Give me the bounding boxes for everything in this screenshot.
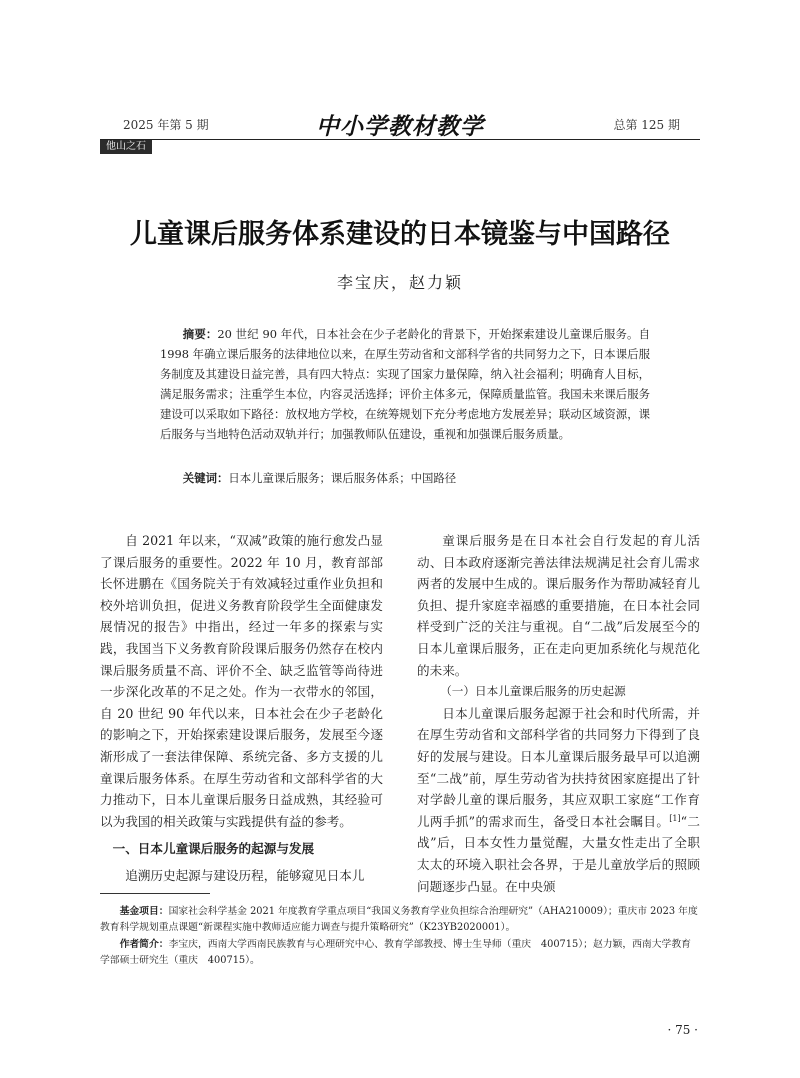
column-tag: 他山之石 [100, 140, 152, 154]
body-column-right [417, 530, 700, 897]
article-title: 儿童课后服务体系建设的日本镜鉴与中国路径 [130, 219, 670, 250]
body-paragraph: 追溯历史起源与建设历程，能够窥见日本儿 [125, 867, 365, 883]
total-issue-number: 总第 125 期 [613, 118, 680, 132]
abstract-text: 20 世纪 90 年代，日本社会在少子老龄化的背景下，开始探索建设儿童课后服务。自 1998 年确立课后服务的法律地位以来，在厚生劳动省和文部科学省的共同努力之下，日本课后服务制度及其建设日益完善，具有四大特点：实现了国家力量保障，纳入社会福利；明确育人目标，满足服务需求；注重学生本位，内容灵活选择；评价主体多元，保障质量监管。我国未来课后服务建设可以采取如下路径：放权地方学校，在统筹规划下充分考虑地方发展差异；联动区域资源，课后服务与当地特色活动双轨并行；加强教师队伍建设，重视和加强课后服务质量。 [160, 327, 650, 441]
section-heading: 一、日本儿童课后服务的起源与发展 [112, 841, 315, 857]
funding-label: 基金项目： [119, 906, 169, 917]
keywords-label: 关键词： [182, 471, 229, 485]
author-bio-text: 李宝庆，西南大学西南民族教育与心理研究中心、教育学部教授、博士生导师（重庆 400715）；赵力颖，西南大学教育学部硕士研究生（重庆 400715）。 [100, 939, 691, 966]
footnote-funding [100, 904, 700, 936]
subsection-heading: （一）日本儿童课后服务的历史起源 [440, 684, 626, 699]
abstract [160, 324, 650, 444]
footnote-author-bio [100, 937, 700, 969]
footnote-rule [100, 893, 210, 894]
page-number: · 75 · [667, 1023, 698, 1037]
citation: [1] [669, 813, 681, 823]
paragraph-text: “二战”后，日本女性力量觉醒，大量女性走出了全职太太的环境入职社会各界，于是儿童放学后的照顾问题逐步凸显。在中央颁 [417, 813, 700, 894]
author-bio-label: 作者简介： [119, 939, 169, 950]
abstract-label: 摘要： [182, 327, 218, 341]
keywords [160, 468, 650, 488]
issue-number: 2025 年第 5 期 [123, 118, 209, 132]
paragraph-text: 日本儿童课后服务起源于社会和时代所需，并在厚生劳动省和文部科学省的共同努力下得到了良好的发展与建设。日本儿童课后服务最早可以追溯至“二战”前，厚生劳动省为扶持贫困家庭提出了针对学龄儿童的课后服务，其应双职工家庭“工作育儿两手抓”的需求而生，备受日本社会瞩目。 [417, 705, 700, 829]
body-column-left [100, 530, 383, 887]
funding-text: 国家社会科学基金 2021 年度教育学重点项目“我国义务教育学业负担综合治理研究”（AHA210009）；重庆市 2023 年度教育科学规划重点课题“新课程实施中教师适应能力调查与提升策略研究”（K23YB2020001）。 [100, 906, 698, 933]
body-paragraph [417, 703, 700, 897]
body-paragraph: 童课后服务是在日本社会自行发起的育儿活动、日本政府逐渐完善法律法规满足社会育儿需求两者的发展中生成的。课后服务作为帮助减轻育儿负担、提升家庭幸福感的重要措施，在日本社会同样受到广泛的关注与重视。自“二战”后发展至今的日本儿童课后服务，正在走向更加系统化与规范化的未来。 [417, 533, 700, 678]
body-paragraph: 自 2021 年以来，“双减”政策的施行愈发凸显了课后服务的重要性。2022 年 10 月，教育部部长怀进鹏在《国务院关于有效减轻过重作业负担和校外培训负担，促进义务教育阶段学生全面健康发展情况的报告》中指出，经过一年多的探索与实践，我国当下义务教育阶段课后服务仍然存在校内课后服务质量不高、评价不全、缺乏监管等尚待进一步深化改革的不足之处。作为一衣带水的邻国，自 20 世纪 90 年代以来，日本社会在少子老龄化的影响之下，开始探索建设课后服务，发展至今逐渐形成了一套法律保障、系统完备、多方支援的儿童课后服务体系。在厚生劳动省和文部科学省的大力推动下，日本儿童课后服务日益成熟，其经验可以为我国的相关政策与实践提供有益的参考。 [100, 533, 383, 829]
header-rule [100, 139, 700, 140]
keywords-text: 日本儿童课后服务；课后服务体系；中国路径 [228, 471, 457, 485]
journal-logo: 中小学教材教学 [316, 113, 484, 140]
article-authors: 李宝庆，赵力颖 [336, 273, 463, 292]
